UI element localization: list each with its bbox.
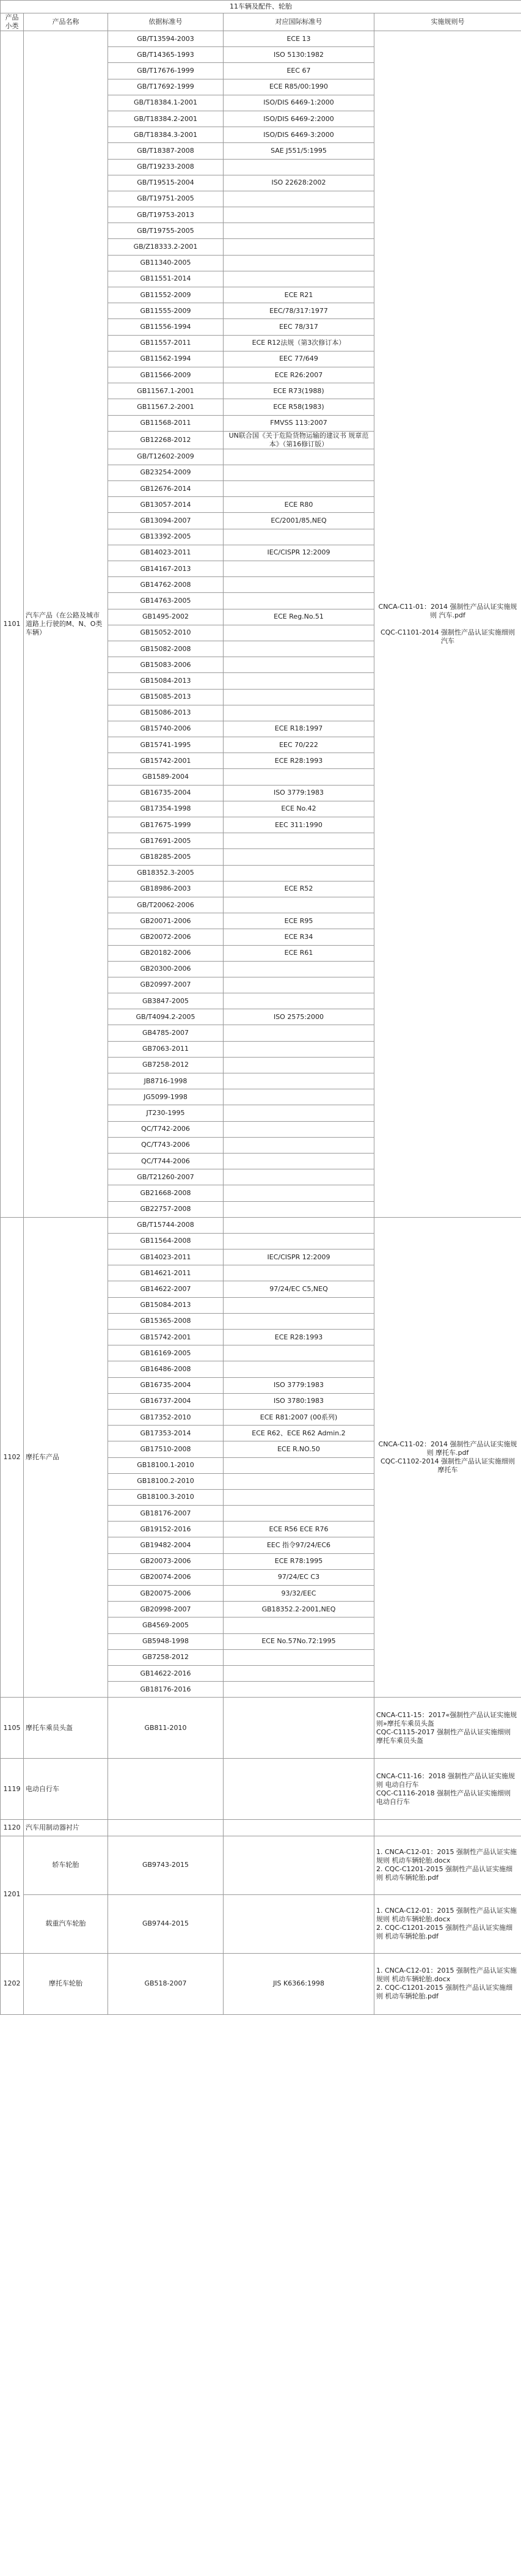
standard-no: GB23254-2009 <box>108 465 224 480</box>
standard-no: GB14167-2013 <box>108 561 224 577</box>
standard-no: GB16169-2005 <box>108 1345 224 1361</box>
intl-standard-no <box>224 833 374 849</box>
intl-standard-no <box>224 1682 374 1698</box>
standard-no: JT230-1995 <box>108 1105 224 1121</box>
intl-standard-no: ISO 3780:1983 <box>224 1393 374 1409</box>
intl-standard-no <box>224 1105 374 1121</box>
intl-standard-no: ECE R95 <box>224 913 374 929</box>
intl-standard-no: 93/32/EEC <box>224 1586 374 1602</box>
header-row <box>1 13 521 31</box>
intl-standard-no: EEC 311:1990 <box>224 817 374 833</box>
table-row <box>1 1698 521 1759</box>
standard-no: GB18100.1-2010 <box>108 1457 224 1473</box>
intl-standard-no: EEC 指令97/24/EC6 <box>224 1537 374 1553</box>
standard-no: GB15084-2013 <box>108 1297 224 1313</box>
intl-standard-no: ECE R26:2007 <box>224 367 374 383</box>
intl-standard-no: ECE R62、ECE R62 Admin.2 <box>224 1426 374 1441</box>
intl-standard-no: GB18352.2-2001,NEQ <box>224 1602 374 1617</box>
standard-no: GB/T17676-1999 <box>108 63 224 79</box>
intl-standard-no: ISO 2575:2000 <box>224 1009 374 1025</box>
standard-no: GB518-2007 <box>108 1953 224 2014</box>
intl-standard-no: ECE R78:1995 <box>224 1553 374 1569</box>
standard-no: GB3847-2005 <box>108 993 224 1009</box>
standard-no: GB15741-1995 <box>108 737 224 753</box>
intl-standard-no: ISO/DIS 6469-3:2000 <box>224 127 374 143</box>
intl-standard-no: EC/2001/85,NEQ <box>224 513 374 529</box>
intl-standard-no: EEC 70/222 <box>224 737 374 753</box>
intl-standard-no: ECE R18:1997 <box>224 721 374 737</box>
intl-standard-no: ECE R85/00:1990 <box>224 79 374 95</box>
header-product-name: 产品名称 <box>24 13 108 31</box>
header-subcategory: 产品小类 <box>1 13 24 31</box>
standard-no: GB11556-1994 <box>108 319 224 335</box>
product-name: 汽车产品（在公路及城市道路上行驶的M、N、O类车辆） <box>24 31 108 1218</box>
intl-standard-no <box>224 1649 374 1665</box>
standard-no: GB18100.3-2010 <box>108 1489 224 1505</box>
standard-no: GB20075-2006 <box>108 1586 224 1602</box>
intl-standard-no <box>224 1201 374 1217</box>
intl-standard-no <box>224 1025 374 1041</box>
intl-standard-no <box>224 1759 374 1820</box>
intl-standard-no <box>224 897 374 913</box>
table-row <box>1 1217 521 1233</box>
intl-standard-no: SAE J551/5:1995 <box>224 143 374 159</box>
intl-standard-no: ISO 3779:1983 <box>224 1377 374 1393</box>
standard-no: GB15740-2006 <box>108 721 224 737</box>
intl-standard-no <box>224 1617 374 1633</box>
subcategory-code: 1120 <box>1 1820 24 1836</box>
intl-standard-no <box>224 977 374 993</box>
intl-standard-no <box>224 993 374 1009</box>
rule-no: CNCA-C11-15：2017«强制性产品认证实施规则»摩托车乘员头盔 CQC-C1115-2017 强制性产品认证实施细则 摩托车乘员头盔 <box>374 1698 521 1759</box>
subcategory-code: 1102 <box>1 1217 24 1698</box>
standard-no: GB/T4094.2-2005 <box>108 1009 224 1025</box>
intl-standard-no: EEC/78/317:1977 <box>224 303 374 319</box>
standard-no: GB14763-2005 <box>108 593 224 609</box>
standard-no: GB7063-2011 <box>108 1041 224 1057</box>
standard-no: GB/T14365-1993 <box>108 47 224 63</box>
intl-standard-no <box>224 1506 374 1522</box>
standard-no: JG5099-1998 <box>108 1089 224 1105</box>
rule-no <box>374 1820 521 1836</box>
standard-no: GB19482-2004 <box>108 1537 224 1553</box>
standard-no: GB13057-2014 <box>108 497 224 513</box>
standard-no: GB/T17692-1999 <box>108 79 224 95</box>
standard-no: GB4785-2007 <box>108 1025 224 1041</box>
intl-standard-no: ECE 13 <box>224 31 374 47</box>
intl-standard-no <box>224 849 374 865</box>
standard-no: GB18285-2005 <box>108 849 224 865</box>
standard-no: GB11567.1-2001 <box>108 383 224 399</box>
standard-no: GB21668-2008 <box>108 1185 224 1201</box>
intl-standard-no <box>224 641 374 657</box>
standard-no: GB18986-2003 <box>108 881 224 897</box>
standard-no: GB/T19753-2013 <box>108 207 224 223</box>
standard-no: GB17510-2008 <box>108 1441 224 1457</box>
product-name: 摩托车轮胎 <box>24 1953 108 2014</box>
intl-standard-no: UN联合国《关于危险货物运输的建议书 规章范本》（第16修订版） <box>224 431 374 449</box>
standard-no: GB11555-2009 <box>108 303 224 319</box>
standard-no: GB15085-2013 <box>108 689 224 705</box>
intl-standard-no <box>224 449 374 465</box>
standard-no: GB9743-2015 <box>108 1836 224 1894</box>
standard-no: QC/T742-2006 <box>108 1121 224 1137</box>
intl-standard-no <box>224 223 374 239</box>
intl-standard-no: ECE R73(1988) <box>224 383 374 399</box>
intl-standard-no: EEC 77/649 <box>224 351 374 367</box>
intl-standard-no: ISO 22628:2002 <box>224 175 374 191</box>
standard-no: GB/T13594-2003 <box>108 31 224 47</box>
standard-no: GB19152-2016 <box>108 1522 224 1537</box>
intl-standard-no <box>224 255 374 271</box>
standard-no: GB11568-2011 <box>108 415 224 431</box>
intl-standard-no: ECE R12法规（第3次修订本） <box>224 335 374 351</box>
intl-standard-no: ISO 3779:1983 <box>224 785 374 801</box>
table-row <box>1 1836 521 1894</box>
standard-no: GB12676-2014 <box>108 481 224 497</box>
intl-standard-no: ECE R81:2007 (00系列) <box>224 1409 374 1425</box>
intl-standard-no <box>224 1820 374 1836</box>
intl-standard-no <box>224 1153 374 1169</box>
standard-no: GB11567.2-2001 <box>108 399 224 415</box>
intl-standard-no <box>224 1089 374 1105</box>
intl-standard-no: ECE R34 <box>224 929 374 945</box>
standard-no: GB/T19515-2004 <box>108 175 224 191</box>
title-row <box>1 1 521 13</box>
intl-standard-no <box>224 577 374 593</box>
standard-no: GB1589-2004 <box>108 769 224 785</box>
standard-no: GB18100.2-2010 <box>108 1473 224 1489</box>
subcategory-code: 1101 <box>1 31 24 1218</box>
intl-standard-no <box>224 1137 374 1153</box>
standard-no: GB20182-2006 <box>108 945 224 961</box>
standard-no: GB/Z18333.2-2001 <box>108 239 224 255</box>
subcategory-code: 1202 <box>1 1953 24 2014</box>
standard-no: GB11564-2008 <box>108 1233 224 1249</box>
table-row <box>1 1759 521 1820</box>
intl-standard-no: ISO/DIS 6469-2:2000 <box>224 111 374 127</box>
intl-standard-no: ECE R21 <box>224 287 374 303</box>
product-name: 汽车用制动器衬片 <box>24 1820 108 1836</box>
intl-standard-no <box>224 1057 374 1073</box>
intl-standard-no: ECE R61 <box>224 945 374 961</box>
standard-no: GB13392-2005 <box>108 529 224 545</box>
intl-standard-no: ISO 5130:1982 <box>224 47 374 63</box>
standard-no: GB15086-2013 <box>108 705 224 721</box>
standard-no: GB14023-2011 <box>108 1249 224 1265</box>
intl-standard-no: ECE R58(1983) <box>224 399 374 415</box>
standard-no: GB16486-2008 <box>108 1361 224 1377</box>
standard-no: GB/T15744-2008 <box>108 1217 224 1233</box>
standard-no: GB/T12602-2009 <box>108 449 224 465</box>
intl-standard-no <box>224 673 374 689</box>
standard-no: GB9744-2015 <box>108 1894 224 1953</box>
standard-no: GB13094-2007 <box>108 513 224 529</box>
standard-no: GB14621-2011 <box>108 1265 224 1281</box>
standard-no: GB20074-2006 <box>108 1569 224 1585</box>
intl-standard-no: JIS K6366:1998 <box>224 1953 374 2014</box>
standard-no: GB20073-2006 <box>108 1553 224 1569</box>
standard-no: GB17353-2014 <box>108 1426 224 1441</box>
intl-standard-no: 97/24/EC C3 <box>224 1569 374 1585</box>
standard-no: GB16735-2004 <box>108 1377 224 1393</box>
header-rule-no: 实施规则号 <box>374 13 521 31</box>
standard-no: GB20300-2006 <box>108 961 224 977</box>
intl-standard-no: ECE R52 <box>224 881 374 897</box>
intl-standard-no <box>224 657 374 673</box>
standard-no: QC/T743-2006 <box>108 1137 224 1153</box>
intl-standard-no: ECE R28:1993 <box>224 753 374 769</box>
intl-standard-no <box>224 961 374 977</box>
standard-no: GB15082-2008 <box>108 641 224 657</box>
standard-no: GB14023-2011 <box>108 545 224 561</box>
standard-no <box>108 1759 224 1820</box>
standard-no: GB/T19233-2008 <box>108 159 224 175</box>
standard-no: GB18352.3-2005 <box>108 865 224 881</box>
standard-no: GB20998-2007 <box>108 1602 224 1617</box>
intl-standard-no <box>224 239 374 255</box>
standard-no: GB15365-2008 <box>108 1313 224 1329</box>
intl-standard-no <box>224 1265 374 1281</box>
intl-standard-no: ECE R80 <box>224 497 374 513</box>
standard-no: GB22757-2008 <box>108 1201 224 1217</box>
intl-standard-no <box>224 159 374 175</box>
product-name: 摩托车乘员头盔 <box>24 1698 108 1759</box>
standard-no: GB/T19751-2005 <box>108 191 224 207</box>
standard-no: GB17691-2005 <box>108 833 224 849</box>
intl-standard-no <box>224 207 374 223</box>
intl-standard-no: IEC/CISPR 12:2009 <box>224 545 374 561</box>
standard-no: GB17352-2010 <box>108 1409 224 1425</box>
standard-no: GB17354-1998 <box>108 801 224 817</box>
header-intl-standard-no: 对应国际标准号 <box>224 13 374 31</box>
intl-standard-no: 97/24/EC C5,NEQ <box>224 1281 374 1297</box>
standard-no: GB11557-2011 <box>108 335 224 351</box>
standard-no: GB20071-2006 <box>108 913 224 929</box>
rule-no: CNCA-C11-01：2014 强制性产品认证实施规则 汽车.pdf CQC-C1101-2014 强制性产品认证实施细则 汽车 <box>374 31 521 1218</box>
intl-standard-no: EEC 67 <box>224 63 374 79</box>
intl-standard-no: IEC/CISPR 12:2009 <box>224 1249 374 1265</box>
standard-no: GB17675-1999 <box>108 817 224 833</box>
intl-standard-no <box>224 481 374 497</box>
intl-standard-no: ECE No.57No.72:1995 <box>224 1633 374 1649</box>
standard-no: GB16737-2004 <box>108 1393 224 1409</box>
standard-no: GB/T18384.3-2001 <box>108 127 224 143</box>
product-name: 电动自行车 <box>24 1759 108 1820</box>
intl-standard-no <box>224 1836 374 1894</box>
standard-no: GB/T18387-2008 <box>108 143 224 159</box>
standard-no: QC/T744-2006 <box>108 1153 224 1169</box>
intl-standard-no <box>224 769 374 785</box>
standard-no: GB15742-2001 <box>108 1330 224 1345</box>
standard-no: GB11562-1994 <box>108 351 224 367</box>
intl-standard-no <box>224 593 374 609</box>
standard-no: GB11552-2009 <box>108 287 224 303</box>
standard-no: GB18176-2016 <box>108 1682 224 1698</box>
standard-no: GB16735-2004 <box>108 785 224 801</box>
intl-standard-no <box>224 1217 374 1233</box>
subcategory-code: 1119 <box>1 1759 24 1820</box>
product-name: 轿车轮胎 <box>24 1836 108 1894</box>
standard-no: GB1495-2002 <box>108 609 224 625</box>
intl-standard-no <box>224 561 374 577</box>
table-row <box>1 1894 521 1953</box>
product-name: 载重汽车轮胎 <box>24 1894 108 1953</box>
intl-standard-no: ECE No.42 <box>224 801 374 817</box>
standard-no: GB11566-2009 <box>108 367 224 383</box>
intl-standard-no <box>224 1489 374 1505</box>
intl-standard-no <box>224 1894 374 1953</box>
standard-no: GB7258-2012 <box>108 1057 224 1073</box>
intl-standard-no: EEC 78/317 <box>224 319 374 335</box>
standard-no: GB/T19755-2005 <box>108 223 224 239</box>
product-name: 摩托车产品 <box>24 1217 108 1698</box>
standard-no: GB15052-2010 <box>108 625 224 641</box>
intl-standard-no <box>224 705 374 721</box>
intl-standard-no <box>224 465 374 480</box>
standard-no: GB/T18384.2-2001 <box>108 111 224 127</box>
table-row <box>1 31 521 47</box>
intl-standard-no <box>224 689 374 705</box>
intl-standard-no <box>224 1361 374 1377</box>
standard-no: GB15083-2006 <box>108 657 224 673</box>
standard-no: GB14622-2016 <box>108 1665 224 1681</box>
intl-standard-no: FMVSS 113:2007 <box>224 415 374 431</box>
intl-standard-no <box>224 1345 374 1361</box>
rule-no: 1. CNCA-C12-01：2015 强制性产品认证实施规则 机动车辆轮胎.docx 2. CQC-C1201-2015 强制性产品认证实施细则 机动车辆轮胎.pdf <box>374 1953 521 2014</box>
intl-standard-no <box>224 1041 374 1057</box>
standard-no: GB15742-2001 <box>108 753 224 769</box>
intl-standard-no <box>224 1313 374 1329</box>
standard-no: GB5948-1998 <box>108 1633 224 1649</box>
standard-no: GB20072-2006 <box>108 929 224 945</box>
standard-no: GB811-2010 <box>108 1698 224 1759</box>
standard-no: GB14622-2007 <box>108 1281 224 1297</box>
intl-standard-no <box>224 1073 374 1089</box>
intl-standard-no: ISO/DIS 6469-1:2000 <box>224 95 374 111</box>
subcategory-code: 1201 <box>1 1836 24 1953</box>
intl-standard-no <box>224 865 374 881</box>
standard-no: JB8716-1998 <box>108 1073 224 1089</box>
intl-standard-no <box>224 1698 374 1759</box>
standard-no: GB7258-2012 <box>108 1649 224 1665</box>
intl-standard-no <box>224 1169 374 1185</box>
intl-standard-no <box>224 1297 374 1313</box>
standard-no: GB4569-2005 <box>108 1617 224 1633</box>
intl-standard-no <box>224 529 374 545</box>
standard-no <box>108 1820 224 1836</box>
intl-standard-no: ECE R.NO.50 <box>224 1441 374 1457</box>
rule-no: CNCA-C11-02：2014 强制性产品认证实施规则 摩托车.pdf CQC-C1102-2014 强制性产品认证实施细则 摩托车 <box>374 1217 521 1698</box>
intl-standard-no <box>224 625 374 641</box>
intl-standard-no <box>224 1473 374 1489</box>
standard-no: GB20997-2007 <box>108 977 224 993</box>
intl-standard-no <box>224 271 374 287</box>
standard-no: GB11340-2005 <box>108 255 224 271</box>
rule-no: 1. CNCA-C12-01：2015 强制性产品认证实施规则 机动车辆轮胎.docx 2. CQC-C1201-2015 强制性产品认证实施细则 机动车辆轮胎.pdf <box>374 1894 521 1953</box>
rule-no: CNCA-C11-16：2018 强制性产品认证实施规则 电动自行车 CQC-C1116-2018 强制性产品认证实施细则 电动自行车 <box>374 1759 521 1820</box>
standard-no: GB/T21260-2007 <box>108 1169 224 1185</box>
standard-no: GB15084-2013 <box>108 673 224 689</box>
intl-standard-no <box>224 1665 374 1681</box>
header-standard-no: 依据标准号 <box>108 13 224 31</box>
subcategory-code: 1105 <box>1 1698 24 1759</box>
table-row <box>1 1953 521 2014</box>
standard-no: GB12268-2012 <box>108 431 224 449</box>
sheet-title: 11车辆及配件、轮胎 <box>1 1 521 13</box>
intl-standard-no <box>224 1457 374 1473</box>
table-row <box>1 1820 521 1836</box>
intl-standard-no <box>224 1121 374 1137</box>
standard-no: GB14762-2008 <box>108 577 224 593</box>
intl-standard-no <box>224 1233 374 1249</box>
intl-standard-no <box>224 191 374 207</box>
standard-no: GB/T20062-2006 <box>108 897 224 913</box>
intl-standard-no: ECE Reg.No.51 <box>224 609 374 625</box>
rule-no: 1. CNCA-C12-01：2015 强制性产品认证实施规则 机动车辆轮胎.docx 2. CQC-C1201-2015 强制性产品认证实施细则 机动车辆轮胎.pdf <box>374 1836 521 1894</box>
intl-standard-no <box>224 1185 374 1201</box>
standard-no: GB/T18384.1-2001 <box>108 95 224 111</box>
standard-no: GB18176-2007 <box>108 1506 224 1522</box>
intl-standard-no: ECE R28:1993 <box>224 1330 374 1345</box>
intl-standard-no: ECE R56 ECE R76 <box>224 1522 374 1537</box>
standard-no: GB11551-2014 <box>108 271 224 287</box>
